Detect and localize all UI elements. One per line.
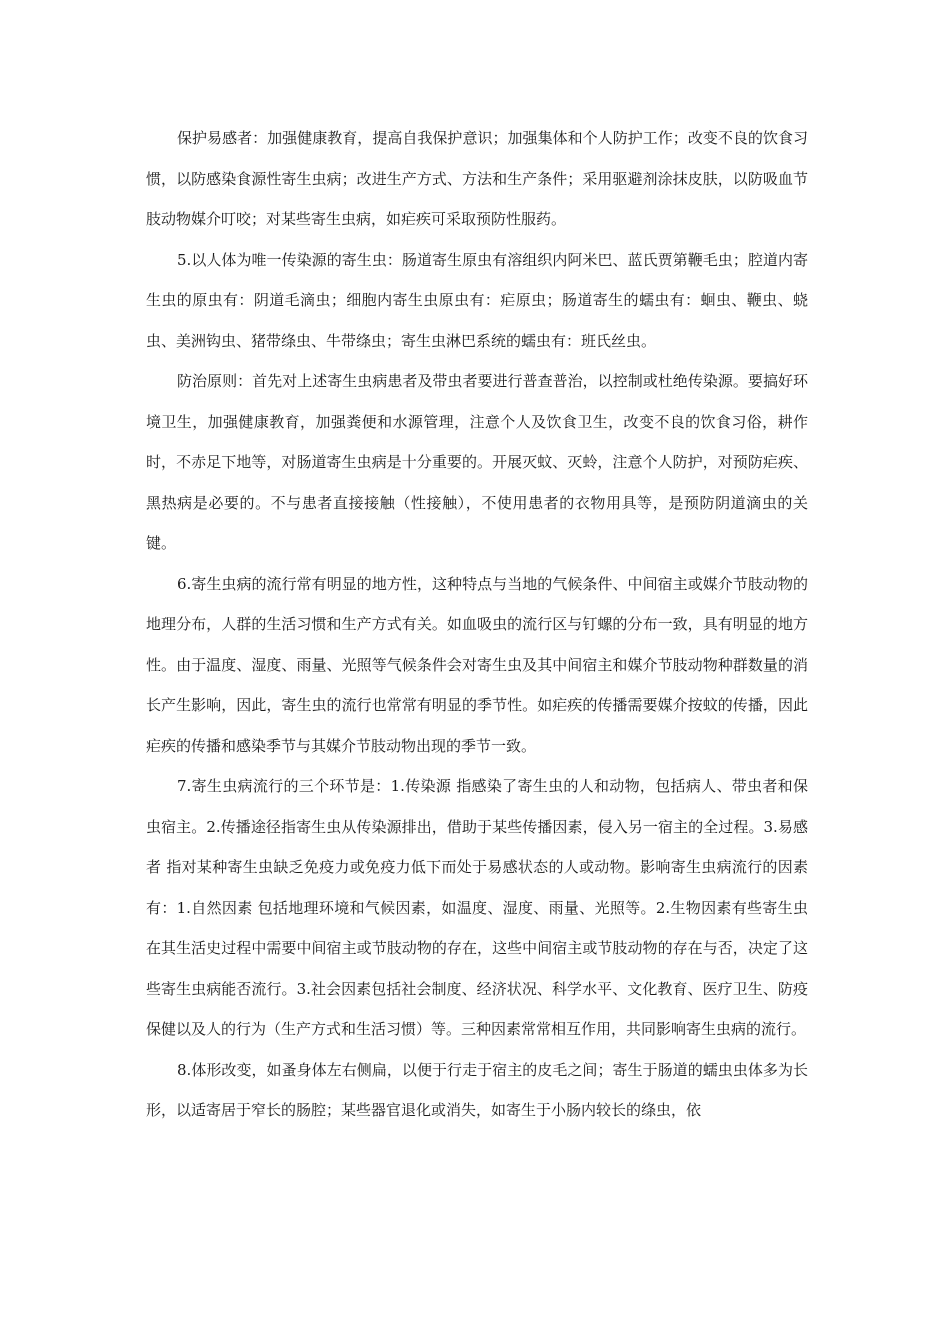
document-body <box>146 118 808 1131</box>
paragraph-7-epidemic-links: 7.寄生虫病流行的三个环节是：1.传染源 指感染了寄生虫的人和动物，包括病人、带虫者和保虫宿主。2.传播途径指寄生虫从传染源排出，借助于某些传播因素，侵入另一宿主的全过程。3.易感者 指对某种寄生虫缺乏免疫力或免疫力低下而处于易感状态的人或动物。影响寄生虫病流行的因素有：1.自然因素 包括地理环境和气候因素，如温度、湿度、雨量、光照等。2.生物因素有些寄生虫在其生活史过程中需要中间宿主或节肢动物的存在，这些中间宿主或节肢动物的存在与否，决定了这些寄生虫病能否流行。3.社会因素包括社会制度、经济状况、科学水平、文化教育、医疗卫生、防疫保健以及人的行为（生产方式和生活习惯）等。三种因素常常相互作用，共同影响寄生虫病的流行。 <box>146 777 808 1038</box>
paragraph-5-human-only-source: 5.以人体为唯一传染源的寄生虫：肠道寄生原虫有溶组织内阿米巴、蓝氏贾第鞭毛虫；腔道内寄生虫的原虫有：阴道毛滴虫；细胞内寄生虫原虫有：疟原虫；肠道寄生的蠕虫有：蛔虫、鞭虫、蛲虫、美洲钩虫、猪带绦虫、牛带绦虫；寄生虫淋巴系统的蠕虫有：班氏丝虫。 <box>146 250 808 350</box>
paragraph-6-regional-seasonal: 6.寄生虫病的流行常有明显的地方性，这种特点与当地的气候条件、中间宿主或媒介节肢动物的地理分布，人群的生活习惯和生产方式有关。如血吸虫的流行区与钉螺的分布一致，具有明显的地方性。由于温度、湿度、雨量、光照等气候条件会对寄生虫及其中间宿主和媒介节肢动物种群数量的消长产生影响，因此，寄生虫的流行也常常有明显的季节性。如疟疾的传播需要媒介按蚊的传播，因此疟疾的传播和感染季节与其媒介节肢动物出现的季节一致。 <box>146 574 808 755</box>
paragraph-protect-susceptible: 保护易感者：加强健康教育，提高自我保护意识；加强集体和个人防护工作；改变不良的饮食习惯，以防感染食源性寄生虫病；改进生产方式、方法和生产条件；采用驱避剂涂抹皮肤，以防吸血节肢动物媒介叮咬；对某些寄生虫病，如疟疾可采取预防性服药。 <box>146 129 808 228</box>
paragraph-8-body-shape: 8.体形改变，如蚤身体左右侧扁，以便于行走于宿主的皮毛之间；寄生于肠道的蠕虫虫体多为长形，以适寄居于窄长的肠腔；某些器官退化或消失，如寄生于小肠内较长的绦虫，依 <box>146 1060 808 1119</box>
paragraph-prevention-principles: 防治原则：首先对上述寄生虫病患者及带虫者要进行普查普治，以控制或杜绝传染源。要搞好环境卫生，加强健康教育，加强粪便和水源管理，注意个人及饮食卫生，改变不良的饮食习俗，耕作时，不赤足下地等，对肠道寄生虫病是十分重要的。开展灭蚊、灭蛉，注意个人防护，对预防疟疾、黑热病是必要的。不与患者直接接触（性接触），不使用患者的衣物用具等，是预防阴道滴虫的关键。 <box>146 372 808 552</box>
